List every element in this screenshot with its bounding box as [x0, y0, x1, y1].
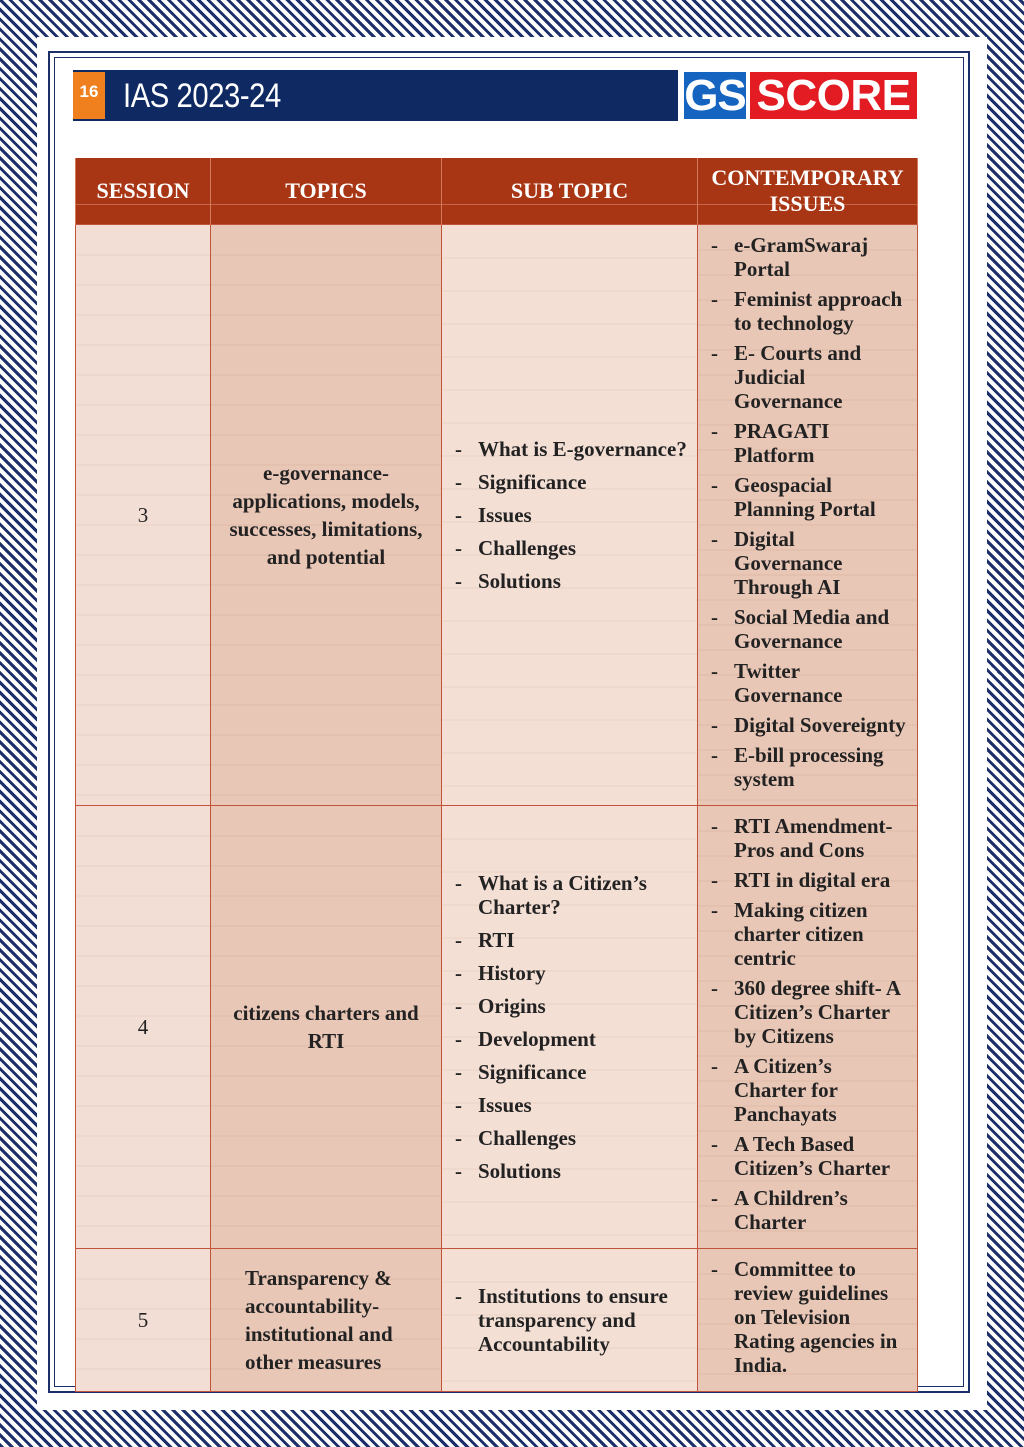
issues-list	[698, 806, 917, 1248]
list-item: - Feminist approach to technology	[734, 287, 907, 335]
list-item: - Significance	[478, 1060, 687, 1084]
list-item: - E-bill processing system	[734, 743, 907, 791]
session-number: 4	[76, 806, 211, 1249]
sub-topic-cell	[442, 806, 698, 1249]
header-issues-line2: ISSUES	[769, 191, 846, 216]
sub-topic-cell	[442, 225, 698, 806]
list-item: - Geospacial Planning Portal	[734, 473, 907, 521]
list-item: - 360 degree shift- A Citizen’s Charter by Citizens	[734, 976, 907, 1048]
list-item: - What is E-governance?	[478, 437, 687, 461]
session-number: 3	[76, 225, 211, 806]
table-row	[76, 1249, 918, 1392]
logo-gs-text: GS	[682, 70, 748, 121]
issues-cell	[698, 1249, 918, 1392]
list-item: - Challenges	[478, 536, 687, 560]
gs-score-logo	[682, 70, 919, 121]
header-sub-topic: SUB TOPIC	[442, 158, 698, 225]
list-item: - A Children’s Charter	[734, 1186, 907, 1234]
list-item: - Institutions to ensure transparency and Accountability	[478, 1284, 687, 1356]
list-item: - Digital Governance Through AI	[734, 527, 907, 599]
topic-text: e-governance- applications, models, successes, limitations, and potential	[229, 461, 423, 569]
list-item: - Twitter Governance	[734, 659, 907, 707]
list-item: - Significance	[478, 470, 687, 494]
list-item: - Origins	[478, 994, 687, 1018]
list-item: - Making citizen charter citizen centric	[734, 898, 907, 970]
sub-topic-cell	[442, 1249, 698, 1392]
topic-cell	[211, 1249, 442, 1392]
list-item: - History	[478, 961, 687, 985]
sub-topic-list	[442, 871, 697, 1183]
header-session: SESSION	[76, 158, 211, 225]
list-item: - RTI	[478, 928, 687, 952]
list-item: - Issues	[478, 1093, 687, 1117]
table-row	[76, 806, 918, 1249]
list-item: - E- Courts and Judicial Governance	[734, 341, 907, 413]
list-item: - Committee to review guidelines on Television Rating agencies in India.	[734, 1257, 907, 1377]
sub-topic-list	[442, 437, 697, 593]
list-item: - e-GramSwaraj Portal	[734, 233, 907, 281]
header-topics: TOPICS	[211, 158, 442, 225]
list-item: - A Citizen’s Charter for Panchayats	[734, 1054, 907, 1126]
page	[37, 37, 987, 1410]
list-item: - RTI in digital era	[734, 868, 907, 892]
list-item: - What is a Citizen’s Charter?	[478, 871, 687, 919]
table-row	[76, 225, 918, 806]
list-item: - Social Media and Governance	[734, 605, 907, 653]
list-item: - Solutions	[478, 1159, 687, 1183]
list-item: - Development	[478, 1027, 687, 1051]
list-item: - Digital Sovereignty	[734, 713, 907, 737]
syllabus-table	[75, 158, 918, 1392]
issues-list	[698, 1249, 917, 1391]
topic-text: Transparency & accountability- institutional and other measures	[245, 1266, 393, 1374]
list-item: - Solutions	[478, 569, 687, 593]
session-number: 5	[76, 1249, 211, 1392]
topic-cell	[211, 806, 442, 1249]
table-header-row	[76, 158, 918, 225]
list-item: - Issues	[478, 503, 687, 527]
topic-cell	[211, 225, 442, 806]
topic-text: citizens charters and RTI	[233, 1001, 419, 1053]
issues-cell	[698, 806, 918, 1249]
header-title: IAS 2023-24	[123, 77, 281, 115]
page-number: 16	[73, 72, 105, 119]
header-issues-line1: CONTEMPORARY	[711, 165, 904, 190]
list-item: - RTI Amendment- Pros and Cons	[734, 814, 907, 862]
issues-cell	[698, 225, 918, 806]
sub-topic-list	[442, 1284, 697, 1356]
logo-score-text: SCORE	[748, 70, 919, 121]
list-item: - A Tech Based Citizen’s Charter	[734, 1132, 907, 1180]
list-item: - Challenges	[478, 1126, 687, 1150]
list-item: - PRAGATI Platform	[734, 419, 907, 467]
header-contemporary-issues	[698, 158, 918, 225]
issues-list	[698, 225, 917, 805]
